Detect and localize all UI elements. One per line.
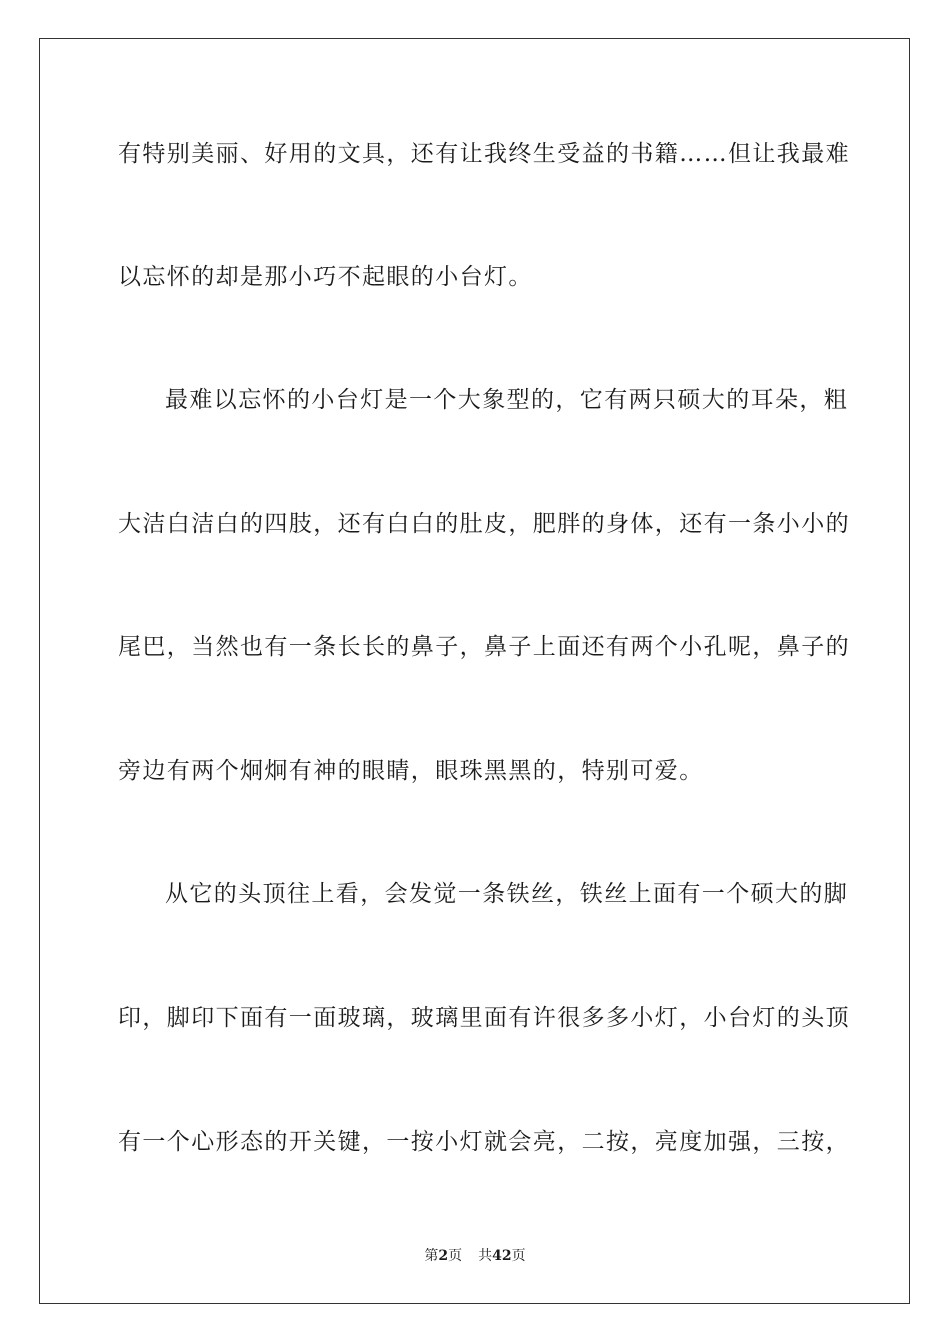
page-prefix: 第 [424,1248,439,1264]
text-line: 大洁白洁白的四肢，还有白白的肚皮，肥胖的身体，还有一条小小的 [118,511,850,537]
page-number: 2 [438,1248,449,1264]
text-line: 旁边有两个炯炯有神的眼睛，眼珠黑黑的，特别可爱。 [118,758,704,784]
text-line: 尾巴，当然也有一条长长的鼻子，鼻子上面还有两个小孔呢，鼻子的 [118,634,850,660]
total-prefix: 共 [478,1248,493,1264]
text-line: 有一个心形态的开关键，一按小灯就会亮，二按，亮度加强，三按， [118,1129,850,1155]
page-footer [0,1247,950,1265]
text-line: 以忘怀的却是那小巧不起眼的小台灯。 [118,264,533,290]
page-suffix: 页 [448,1248,463,1264]
total-pages: 42 [492,1248,512,1264]
paragraph-first-line: 从它的头顶往上看，会发觉一条铁丝，铁丝上面有一个硕大的脚 [165,881,849,907]
total-suffix: 页 [511,1248,526,1264]
text-line: 印，脚印下面有一面玻璃，玻璃里面有许很多多小灯，小台灯的头顶 [118,1005,850,1031]
paragraph-first-line: 最难以忘怀的小台灯是一个大象型的，它有两只硕大的耳朵，粗 [165,387,849,413]
text-line: 有特别美丽、好用的文具，还有让我终生受益的书籍……但让我最难 [118,141,850,167]
page-border [39,38,910,1304]
